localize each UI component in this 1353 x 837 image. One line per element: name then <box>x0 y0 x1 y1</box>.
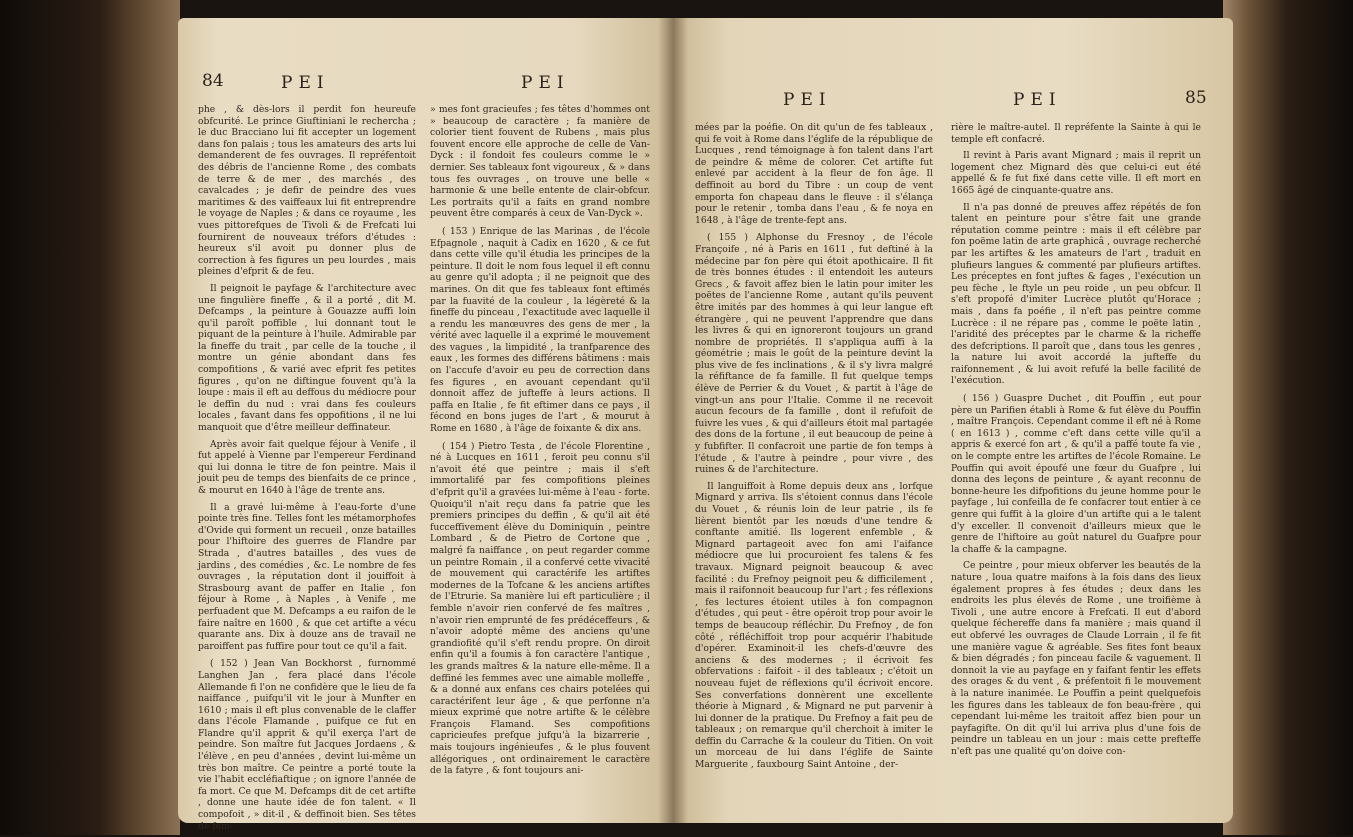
entry-paragraph: ( 154 ) Pietro Testa , de l'école Florentine , né à Lucques en 1611 , feroit peu connu s'il n'avoit été que peintre ; mais il s'eft immortalifé par fes compofitions pleines d'efprit qu'il a gravées lui-même à l'eau - forte. Quoiqu'il n'ait reçu dans fa patrie que les premiers principes du deffin , & qu'il ait été fucceffivement élève du Dominiquin , peintre Lombard , & de Pietro de Cortone que , malgré fa naiffance , on peut regarder comme un peintre Romain , il a confervé cette vivacité de mouvement qui caractérife les artiftes modernes de la Tofcane & les anciens artiftes de l'Etrurie. Sa manière lui eft particulière ; il femble n'avoir rien confervé de fes maîtres , n'avoir rien emprunté de fes prédéceffeurs , & n'avoir adopté même des anciens qu'une grandiofité qu'il s'eft rendu propre. On diroit enfin qu'il a foumis à fon caractère l'antique , les grands maîtres & la nature elle-même. Il a deffiné les femmes avec une aimable molleffe , & a donné aux enfans ces chairs potelées qui caractérifent leur âge , & que perfonne n'a mieux exprimé que notre artifte & le célèbre François Flamand. Ses compofitions capricieufes prefque jufqu'à la bizarrerie , mais toujours ingénieufes , & le plus fouvent allégoriques , ont ordinairement le caractère de la fatyre , & font toujours ani- <box>430 440 650 777</box>
entry-paragraph: ( 153 ) Enrique de las Marinas , de l'école Efpagnole , naquit à Cadix en 1620 , & ce fut dans cette ville qu'il étudia les principes de la peinture. Il doit le nom fous lequel il eft connu au genre qu'il adopta ; il ne peignoit que des marines. On dit que fes tableaux font eftimés par la fuavité de la couleur , la légèreté & la fineffe du pinceau , l'exactitude avec laquelle il a rendu les manœuvres des gens de mer , la vérité avec laquelle il a exprimé le mouvement des vagues , la limpidité , la tranfparence des eaux , les formes des différens bâtimens : mais on l'accufe d'avoir eu peu de correction dans fes figures , en avouant cependant qu'il donnoit affez de jufteffe à leurs actions. Il paffa en Italie , fe fit eftimer dans ce pays , il fécond en bons juges de l'art , & mourut à Rome en 1680 , à l'âge de foixante & dix ans. <box>430 225 650 435</box>
book-edge-left <box>0 0 180 835</box>
right-page-column-1 <box>695 122 933 776</box>
paragraph: Il n'a pas donné de preuves affez répétés de fon talent en peinture pour s'être fait une grande réputation comme peintre : mais il eft célèbre par fon poëme latin de arte graphicâ , ouvrage recherché par les artiftes & les amateurs de l'art , traduit en plufieurs langues & commenté par plufieurs artiftes. Les préceptes en font juftes & fages , l'exécution un peu fèche , le ftyle un peu roide , un peu obfcur. Il s'eft propofé d'imiter Lucrèce plutôt qu'Horace ; mais , dans fa poéfie , il n'eft pas peintre comme Lucrèce : il ne répare pas , comme le poëte latin , l'aridité des préceptes par le charme & la richeffe des defcriptions. Il paroît que , dans tous les genres , la nature lui avoit accordé la jufteffe du raifonnement , & lui avoit refufé la belle facilité de l'exécution. <box>951 201 1201 387</box>
left-page-column-2 <box>430 104 650 782</box>
paragraph: phe , & dès-lors il perdit fon heureufe obfcurité. Le prince Giuftiniani le rechercha ; le duc Bracciano lui fit accepter un logement dans fon palais ; tous les amateurs des arts lui demanderent de fes ouvrages. Il repréfentoit des débris de l'ancienne Rome , des combats de terre & de mer , des marchés , des cavalcades ; je defir de peindre des vues maritimes & des vaiffeaux lui fit entreprendre le voyage de Naples ; & dans ce royaume , les vues pittorefques de Tivoli & de Frefcati lui fournirent de nouveaux tréfors d'études : heureux s'il avoit pu donner plus de correction à fes figures un peu lourdes , mais pleines d'efprit & de feu. <box>198 104 416 278</box>
paragraph: Il languiffoit à Rome depuis deux ans , lorfque Mignard y arriva. Ils s'étoient connus dans l'école du Vouet , & réunis loin de leur patrie , ils fe lièrent bientôt par les nœuds d'une tendre & conftante amitié. Ils logerent enfemble , & Mignard partageoit avec fon ami l'aifance médiocre que lui procuroient fes talens & fes travaux. Mignard peignoit beaucoup & avec facilité : du Frefnoy peignoit peu & difficilement , mais il raifonnoit beaucoup fur l'art ; fes réflexions , fes lectures étoient utiles à fon compagnon d'études , qui peut - être opéroit trop pour avoir le temps de beaucoup réfléchir. Du Frefnoy , de fon côté , réfléchiffoit trop pour acquérir l'habitude d'opérer. Examinoit-il les chefs-d'œuvre des anciens & des modernes ; il écrivoit fes obfervations : faifoit - il des tableaux ; c'étoit un nouveau fujet de réflexions qu'il écrivoit encore. Ses converfations donnèrent une excellente théorie à Mignard , & Mignard ne put parvenir à lui donner de la pratique. Du Frefnoy a fait peu de tableaux ; on remarque qu'il cherchoit à imiter le deffin du Carrache & la couleur du Titien. On voit un morceau de lui dans l'églife de Sainte Marguerite , fauxbourg Saint Antoine , der- <box>695 480 933 771</box>
running-head-left-col1: PEI <box>281 73 330 93</box>
book-edge-right <box>1223 0 1353 835</box>
right-page <box>673 18 1233 823</box>
paragraph: Après avoir fait quelque féjour à Venife , il fut appelé à Vienne par l'empereur Ferdinand qui lui donna le titre de fon peintre. Mais il jouit peu de temps des bienfaits de ce prince , & mourut en 1640 à l'âge de trente ans. <box>198 438 416 496</box>
running-head-right-col2: PEI <box>1013 90 1062 110</box>
right-page-column-2 <box>951 122 1201 762</box>
running-head-right-col1: PEI <box>783 90 832 110</box>
paragraph: rière le maître-autel. Il repréfente la Sainte à qui le temple eft confacré. <box>951 122 1201 145</box>
left-page-column-1 <box>198 104 416 837</box>
left-page <box>178 18 673 832</box>
page-number-right: 85 <box>1185 88 1207 108</box>
entry-paragraph: ( 155 ) Alphonse du Fresnoy , de l'école Françoife , né à Paris en 1611 , fut deftiné à la médecine par fon père qui étoit apothicaire. Il fit de très bonnes études : il entendoit les auteurs Grecs , & favoit affez bien le latin pour imiter les poëtes de l'ancienne Rome , autant qu'ils peuvent être imités par des hommes à qui leur langue eft étrangère , qui ne peuvent l'apprendre que dans les livres & qui en ignoreront toujours un grand nombre de propriétés. Il s'appliqua auffi à la géométrie ; mais le goût de la peinture devint la plus vive de fes inclinations , & il s'y livra malgré la réfiftance de fa famille. Il fut quelque temps élève de Perrier & du Vouet , & partit à l'âge de vingt-un ans pour l'Italie. Comme il ne recevoit aucun fecours de fa famille , dont il refufoit de fuivre les vues , & qui d'ailleurs étoit mal partagée des dons de la fortune , il eut beaucoup de peine à y fubfifter. Il confacroit une partie de fon temps à l'étude , & l'autre à peindre , pour vivre , des ruines & de l'architecture. <box>695 232 933 476</box>
paragraph: Ce peintre , pour mieux obferver les beautés de la nature , loua quatre maifons à la fois dans des lieux également propres à fes études ; deux dans les endroits les plus élevés de Rome , une troifième à Tivoli , une autre encore à Frefcati. Il eut d'abord quelque féchereffe dans fa manière ; mais quand il eut obfervé les ouvrages de Claude Lorrain , il fe fit une manière vague & agréable. Ses fites font beaux & bien dégradés ; fon pinceau facile & vaguement. Il donnoit la vie au payfage en y faifant fentir les effets des orages & du vent , & préfentoit fi le mouvement à la nature inanimée. Le Pouffin a peint quelquefois les figures dans les tableaux de fon beau-frère , qui cependant lui-même les traitoit affez bien pour un payfagifte. On dit qu'il lui arriva plus d'une fois de peindre un tableau en un jour : mais cette prefteffe n'eft pas une qualité qu'on doive con- <box>951 560 1201 757</box>
paragraph: Il revint à Paris avant Mignard ; mais il reprit un logement chez Mignard dès que celui-ci eut été appellé & fe fut fixé dans cette ville. Il eft mort en 1665 âgé de cinquante-quatre ans. <box>951 150 1201 196</box>
paragraph: » mes font gracieufes ; fes têtes d'hommes ont » beaucoup de caractère ; fa manière de colorier tient fouvent de Rubens , mais plus fouvent encore elle approche de celle de Van-Dyck : il fondoit fes couleurs comme le » dernier. Ses tableaux font vigoureux , & » dans tous fes ouvrages , on trouve une belle « harmonie & une belle entente de clair-obfcur. Les portraits qu'il a faits en grand nombre peuvent être comparés à ceux de Van-Dyck ». <box>430 104 650 220</box>
page-number-left: 84 <box>202 71 224 91</box>
entry-paragraph: ( 156 ) Guaspre Duchet , dit Pouffin , eut pour père un Parifien établi à Rome & fut élève du Pouffin , maître François. Cependant comme il eft né à Rome ( en 1613 ) , comme c'eft dans cette ville qu'il a appris & exercé fon art , & qu'il a paffé toute fa vie , on le compte entre les artiftes de l'école Romaine. Le Pouffin qui avoit époufé une fœur du Guafpre , lui donna des leçons de peinture , & ayant reconnu de bonne-heure les difpofitions du jeune homme pour le payfage , lui confeilla de fe confacrer tout entier à ce genre qui fuffit à la gloire d'un artifte qui a le talent d'y exceller. Il convenoit d'ailleurs mieux que le genre de l'hiftoire au goût naturel du Guafpre pour la chaffe & la campagne. <box>951 393 1201 555</box>
paragraph: Il peignoit le payfage & l'architecture avec une fingulière fineffe , & il a porté , dit M. Defcamps , la peinture à Gouazze auffi loin qu'il paroît poffible , lui donnant tout le piquant de la peinture à l'huile. Admirable par la fineffe du trait , par celle de la touche , il montre un génie abondant dans fes compofitions , & varié avec efprit fes petites figures , qu'on ne diftingue fouvent qu'à la loupe : mais il eft au deffous du médiocre pour le deffin du nud : vrai dans fes couleurs locales , favant dans fes oppofitions , il ne lui manquoit que d'être meilleur deffinateur. <box>198 282 416 434</box>
paragraph: mées par la poéfie. On dit qu'un de fes tableaux , qui fe voit à Rome dans l'églife de la république de Lucques , rend témoignage à fon talent dans l'art de peindre & même de colorer. Cet artifte fut enlevé par accident à la fleur de fon âge. Il deffinoit au bord du Tibre : un coup de vent emporta fon chapeau dans le fleuve : il s'élança pour le retenir , tomba dans l'eau , & fe noya en 1648 , à l'âge de trente-fept ans. <box>695 122 933 226</box>
entry-paragraph: ( 152 ) Jean Van Bockhorst , furnommé Langhen Jan , fera placé dans l'école Allemande fi l'on ne confidère que le lieu de fa naiffance , puifqu'il vit le jour à Munfter en 1610 ; mais il eft plus convenable de le claffer dans l'école Flamande , puifque ce fut en Flandre qu'il apprit & qu'il exerça l'art de peindre. Son maître fut Jacques Jordaens , & l'élève , en peu d'années , devint lui-même un très bon maître. Ce peintre a porté toute la vie l'habit eccléfiaftique ; on ignore l'année de fa mort. Ce que M. Defcamps dit de cet artifte , donne une haute idée de fon talent. « Il compofoit , » dit-il , & deffinoit bien. Ses têtes de fem- <box>198 658 416 832</box>
paragraph: Il a gravé lui-même à l'eau-forte d'une pointe très fine. Telles font les métamorphofes d'Ovide qui forment un recueil , onze batailles pour l'hiftoire des guerres de Flandre par Strada , d'autres batailles , des vues de jardins , des comédies , &c. Le nombre de fes ouvrages , la réputation dont il jouiffoit à Strasbourg avant de paffer en Italie , fon féjour à Rome , à Naples , à Venife , me perfuadent que M. Defcamps a eu raifon de le faire naître en 1600 , & que cet artifte a vécu quarante ans. Dix à douze ans de travail ne paroiffent pas fuffire pour tout ce qu'il a fait. <box>198 501 416 652</box>
book-gutter <box>658 18 688 823</box>
running-head-left-col2: PEI <box>521 73 570 93</box>
